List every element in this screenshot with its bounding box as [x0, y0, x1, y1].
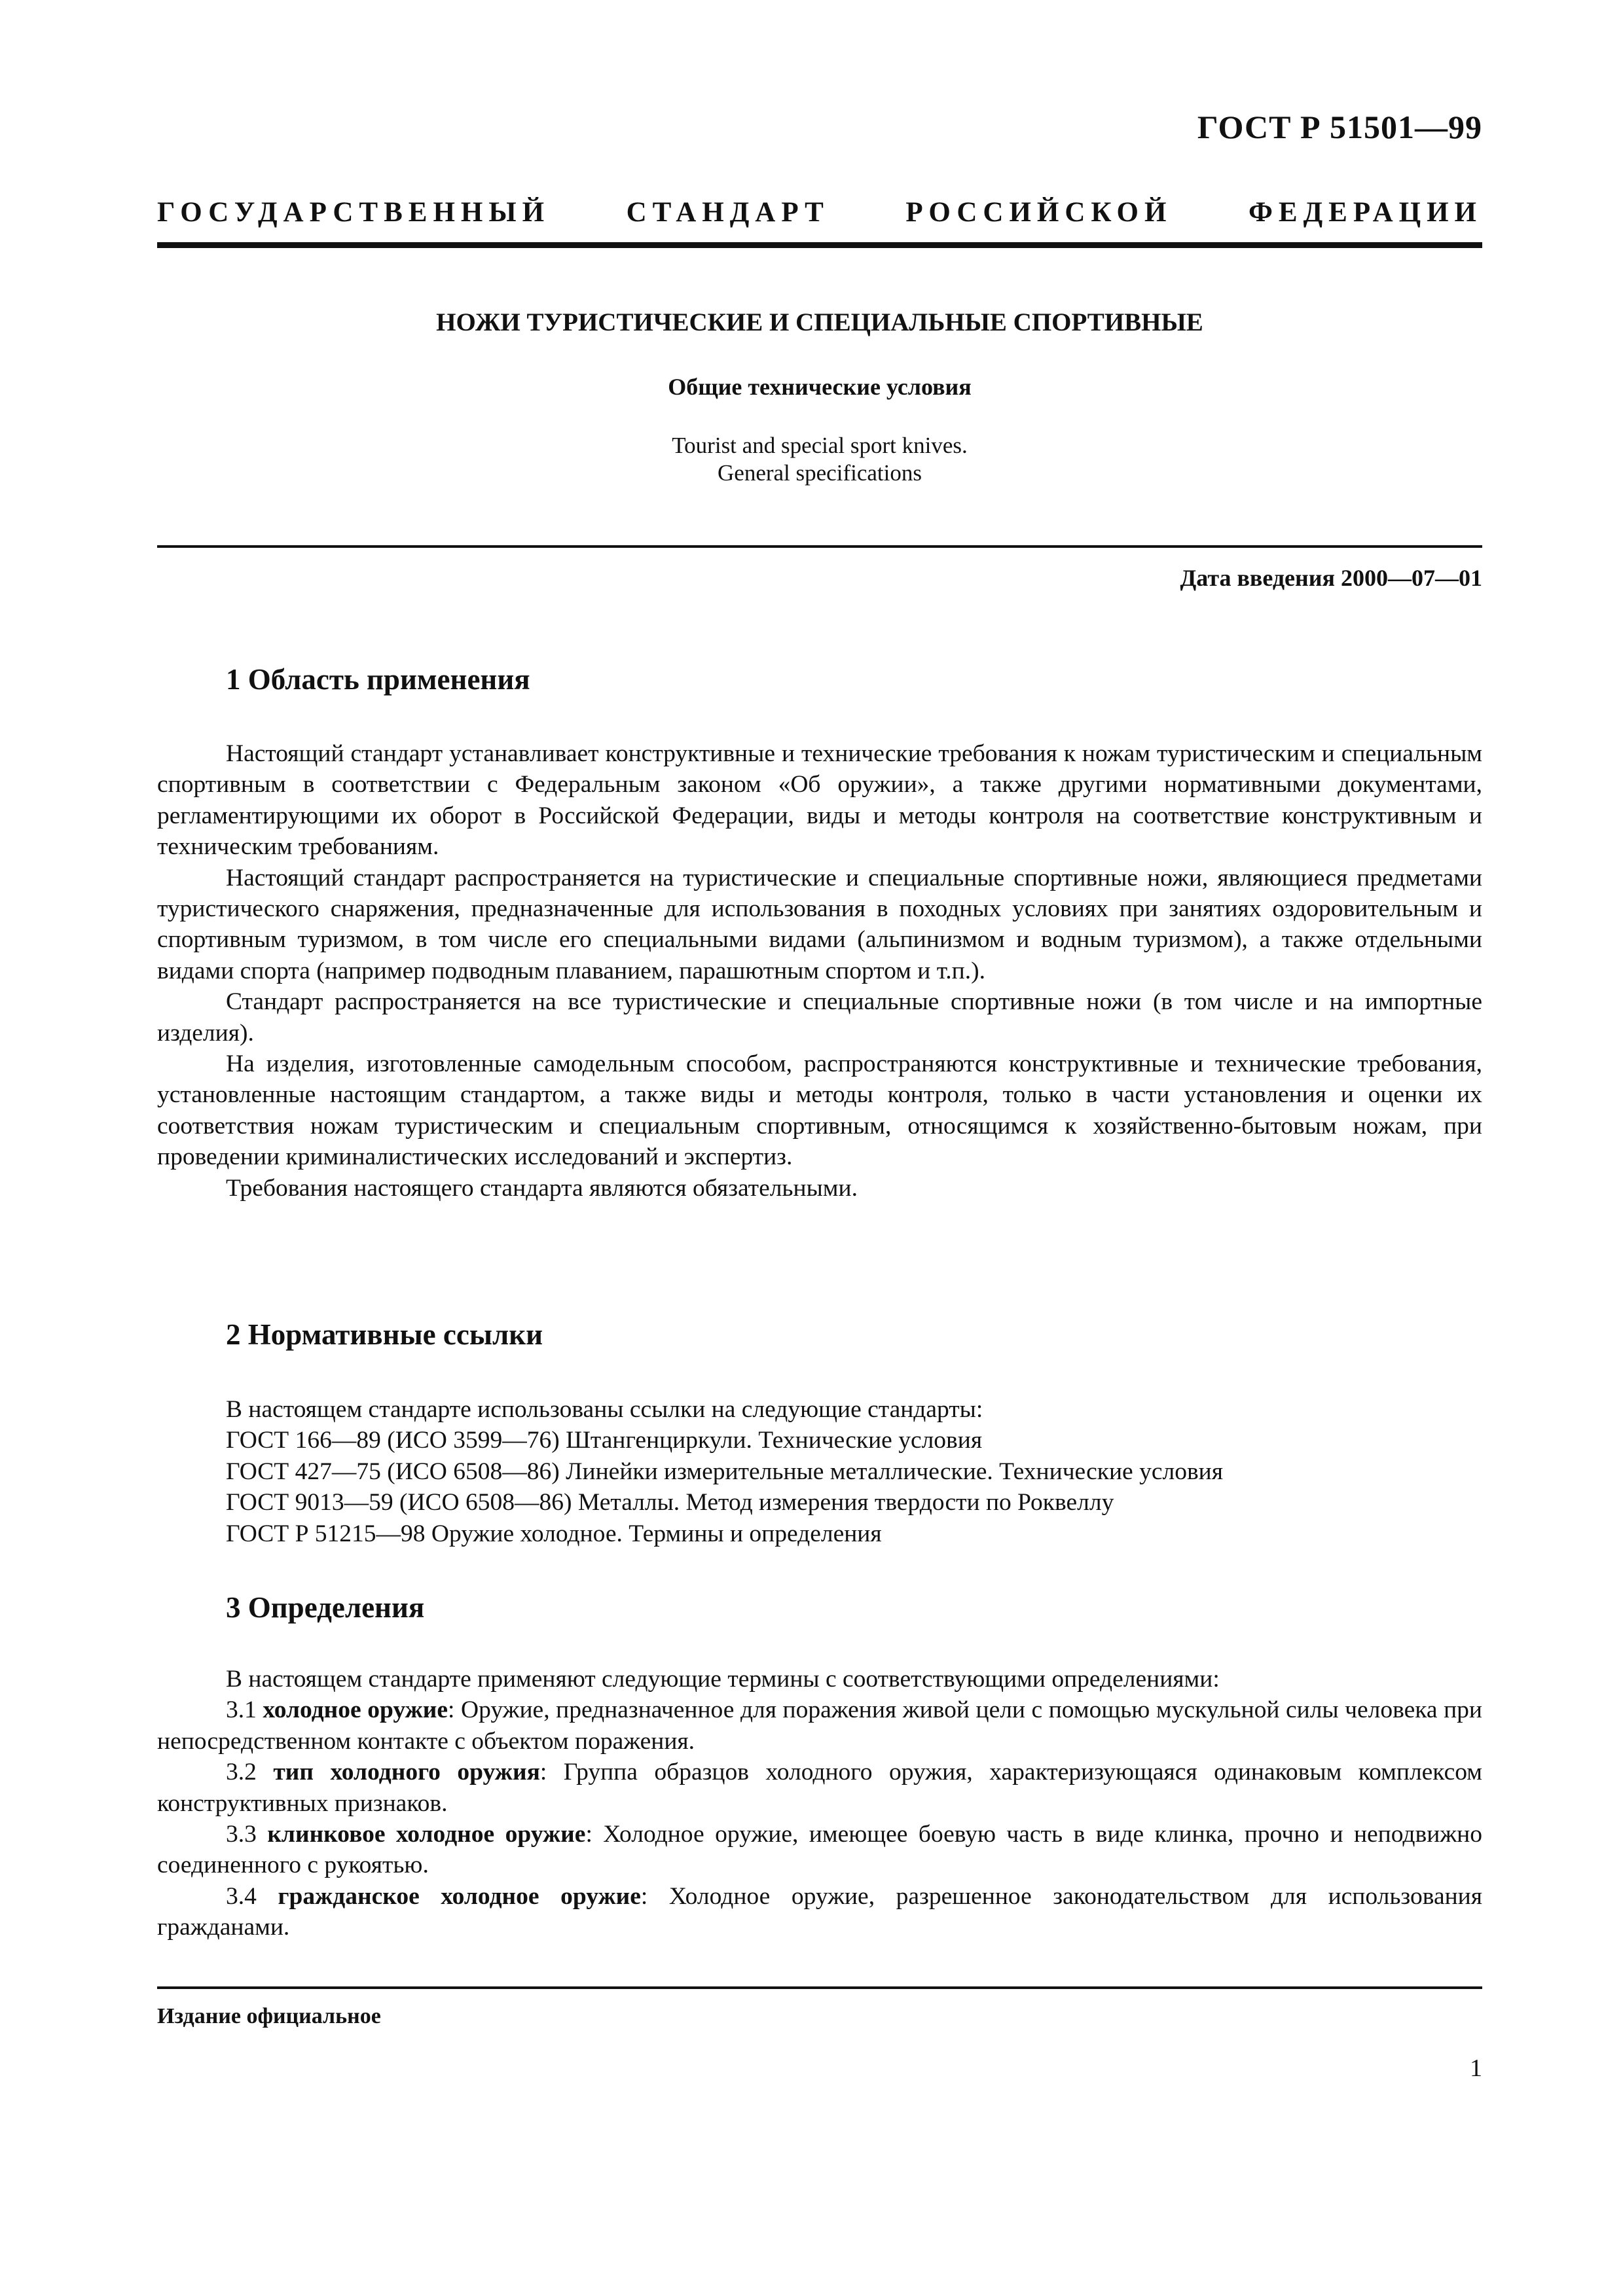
document-title: НОЖИ ТУРИСТИЧЕСКИЕ И СПЕЦИАЛЬНЫЕ СПОРТИВНЫЕ — [436, 308, 1203, 336]
paragraph: Настоящий стандарт устанавливает конструктивные и технические требования к ножам туристическим и специальным спортивным в соответствии с Федеральным законом «Об оружии», а также другими нормативными документами, регламентирующими их оборот в Российской Федерации, виды и методы контроля на соответствие конструктивным и техническим требованиям. — [157, 740, 1482, 861]
definition-number: 3.2 — [226, 1759, 274, 1786]
english-title-line1: Tourist and special sport knives. — [672, 433, 968, 458]
english-title — [157, 432, 1482, 487]
definition-term: клинковое холодное оружие — [267, 1821, 586, 1848]
definition-number: 3.1 — [226, 1696, 263, 1724]
introduction-date: Дата введения 2000—07—01 — [1180, 565, 1482, 591]
section-3-heading: 3 Определения — [226, 1591, 425, 1624]
definition-item — [157, 1757, 1482, 1819]
page-number: 1 — [1470, 2054, 1482, 2082]
section-3-body — [157, 1664, 1482, 1943]
definition-text: : Холодное оружие, разрешенное законодательством для использования гражданами. — [157, 1882, 1482, 1941]
english-title-line2: General specifications — [718, 460, 922, 486]
definition-text: : Холодное оружие, имеющее боевую часть в виде клинка, прочно и неподвижно соединенного с рукоятью. — [157, 1821, 1482, 1879]
paragraph: Стандарт распространяется на все туристические и специальные спортивные ножи (в том числе и на импортные изделия). — [157, 988, 1482, 1047]
document-subtitle: Общие технические условия — [668, 374, 972, 400]
header-divider — [157, 242, 1482, 248]
gost-code: ГОСТ Р 51501—99 — [1197, 109, 1482, 145]
definition-text: : Оружие, предназначенное для поражения живой цели с помощью мускульной силы человека при непосредственном контакте с объектом поражения. — [157, 1696, 1482, 1755]
definition-term: гражданское холодное оружие — [278, 1882, 641, 1910]
footer-divider — [157, 1986, 1482, 1989]
definition-item — [157, 1695, 1482, 1757]
definitions-intro: В настоящем стандарте применяют следующие термины с соответствующими определениями: — [226, 1666, 1220, 1693]
reference-item: ГОСТ 9013—59 (ИСО 6508—86) Металлы. Метод измерения твердости по Роквеллу — [226, 1489, 1114, 1516]
section-2-heading: 2 Нормативные ссылки — [226, 1318, 543, 1351]
section-1-body — [157, 738, 1482, 1204]
definition-term: тип холодного оружия — [273, 1759, 540, 1786]
reference-item: ГОСТ Р 51215—98 Оружие холодное. Термины и определения — [226, 1520, 882, 1547]
state-standard-banner: ГОСУДАРСТВЕННЫЙ СТАНДАРТ РОССИЙСКОЙ ФЕДЕРАЦИИ — [157, 197, 1482, 228]
paragraph: На изделия, изготовленные самодельным способом, распространяются конструктивные и технические требования, установленные настоящим стандартом, а также виды и методы контроля, только в части установления и оценки их соответствия ножам туристическим и специальным спортивным, относящимся к хозяйственно-бытовым ножам, при проведении криминалистических исследований и экспертиз. — [157, 1050, 1482, 1171]
section-2-body — [157, 1394, 1482, 1549]
definition-term: холодное оружие — [263, 1696, 448, 1724]
definition-text: : Группа образцов холодного оружия, характеризующаяся одинаковым комплексом конструктивных признаков. — [157, 1759, 1482, 1817]
definition-item — [157, 1819, 1482, 1881]
reference-item: ГОСТ 166—89 (ИСО 3599—76) Штангенциркули. Технические условия — [226, 1427, 983, 1454]
paragraph: Настоящий стандарт распространяется на туристические и специальные спортивные ножи, являющиеся предметами туристического снаряжения, предназначенные для использования в походных условиях при занятиях оздоровительным и спортивным туризмом, в том числе его специальными видами (альпинизмом и водным туризмом), а также отдельными видами спорта (например подводным плаванием, парашютным спортом и т.п.). — [157, 864, 1482, 984]
paragraph: Требования настоящего стандарта являются обязательными. — [226, 1174, 858, 1202]
title-divider — [157, 545, 1482, 548]
official-edition-label: Издание официальное — [157, 2004, 381, 2028]
reference-item: ГОСТ 427—75 (ИСО 6508—86) Линейки измерительные металлические. Технические условия — [226, 1458, 1223, 1485]
definition-item — [157, 1881, 1482, 1943]
definition-number: 3.3 — [226, 1821, 268, 1848]
section-1-heading: 1 Область применения — [226, 663, 530, 696]
definition-number: 3.4 — [226, 1882, 278, 1910]
references-intro: В настоящем стандарте использованы ссылки на следующие стандарты: — [226, 1396, 983, 1423]
